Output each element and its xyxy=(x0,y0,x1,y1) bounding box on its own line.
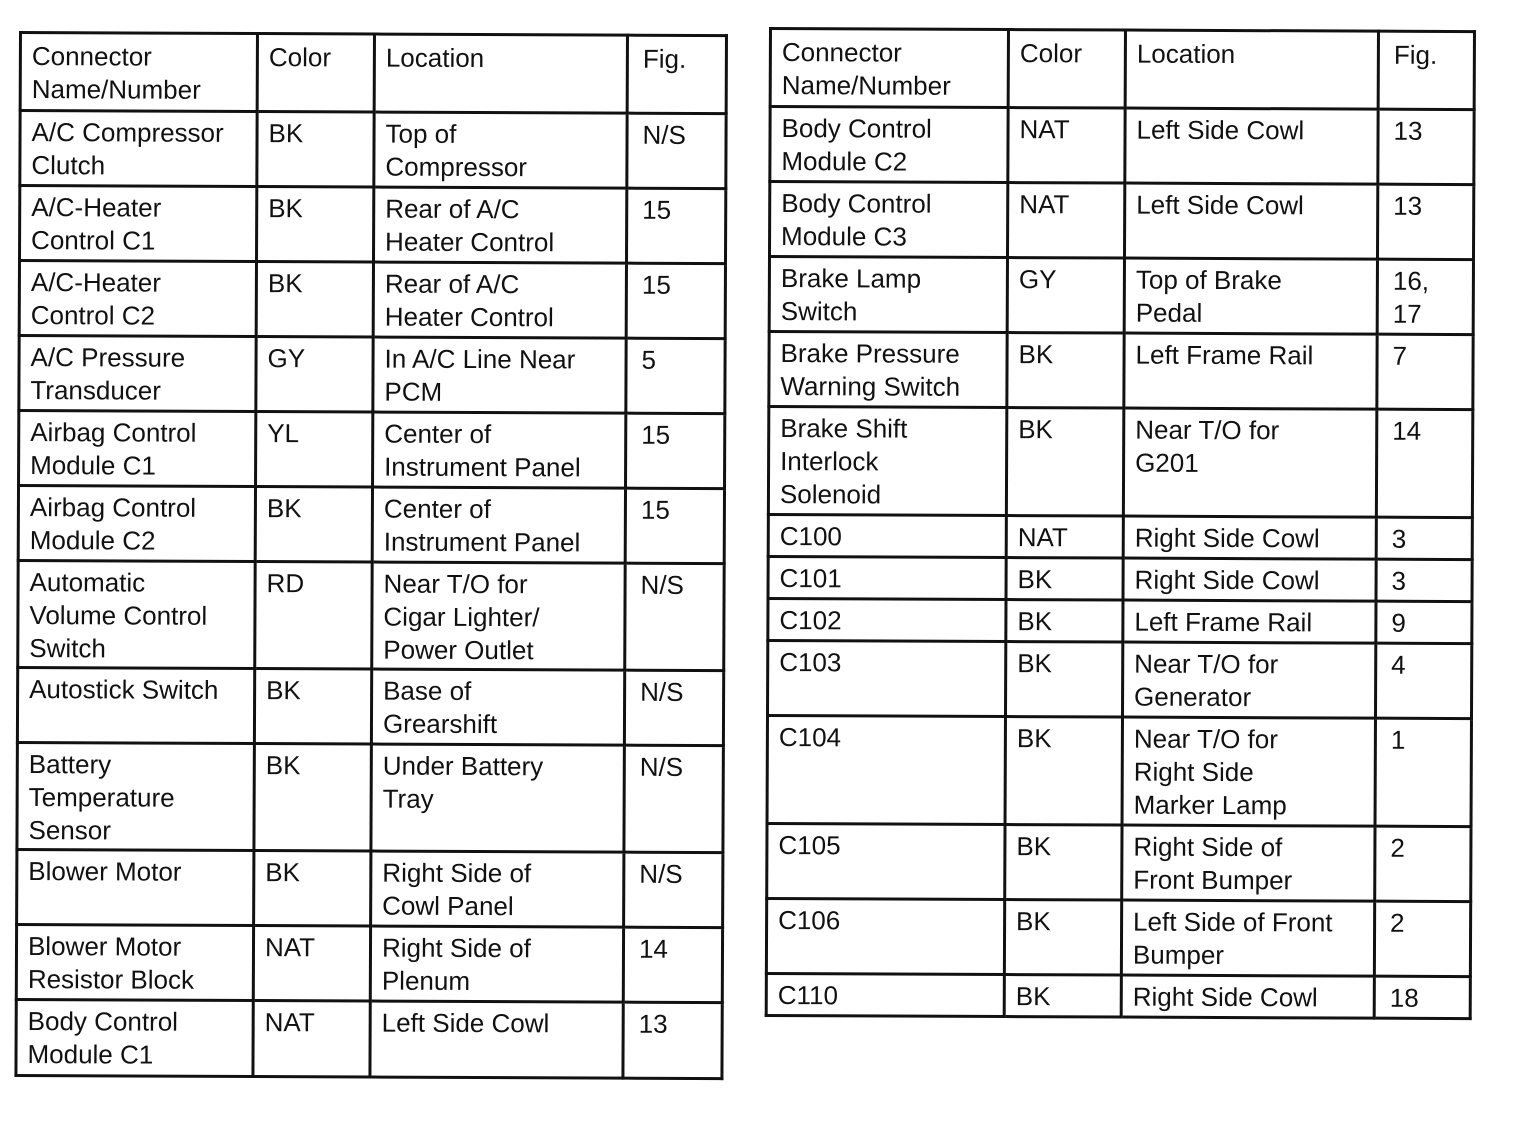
color-cell: NAT xyxy=(1008,108,1125,184)
color-cell: BK xyxy=(256,187,373,263)
location-cell: Center of Instrument Panel xyxy=(373,412,626,488)
table-row xyxy=(768,599,1472,644)
fig-cell: N/S xyxy=(624,745,723,852)
fig-cell: 13 xyxy=(1377,184,1473,259)
color-cell: BK xyxy=(254,744,371,852)
fig-cell: 15 xyxy=(626,413,725,488)
fig-cell: N/S xyxy=(625,563,724,670)
fig-cell: 5 xyxy=(626,338,725,413)
connector-name-cell: Battery Temperature Sensor xyxy=(17,742,254,850)
table-row xyxy=(18,486,724,564)
location-cell: Left Side of Front Bumper xyxy=(1121,900,1374,976)
location-cell: Left Frame Rail xyxy=(1124,333,1377,409)
location-cell: Right Side of Plenum xyxy=(370,926,623,1002)
fig-cell: N/S xyxy=(627,113,726,188)
table-row xyxy=(768,407,1472,518)
header-color: Color xyxy=(257,34,374,113)
table-row xyxy=(767,823,1471,901)
table-row xyxy=(16,924,722,1002)
connector-name-cell: Airbag Control Module C1 xyxy=(19,411,256,487)
location-cell: Rear of A/C Heater Control xyxy=(373,262,626,338)
table-row xyxy=(19,186,725,264)
table-row xyxy=(767,641,1471,719)
fig-cell: 3 xyxy=(1376,559,1472,601)
connector-name-cell: Brake Pressure Warning Switch xyxy=(769,332,1007,408)
color-cell: BK xyxy=(256,262,373,338)
color-cell: NAT xyxy=(1006,516,1123,559)
connector-name-cell: Airbag Control Module C2 xyxy=(18,486,255,562)
connector-table-right xyxy=(765,27,1476,1020)
connector-name-cell: A/C-Heater Control C1 xyxy=(19,186,256,262)
connector-name-cell: C100 xyxy=(768,515,1006,558)
location-cell: Base of Grearshift xyxy=(371,669,624,745)
fig-cell: 9 xyxy=(1376,601,1472,643)
color-cell: BK xyxy=(1006,558,1123,601)
fig-cell: 15 xyxy=(626,188,725,263)
table-row xyxy=(16,999,722,1078)
location-cell: Under Battery Tray xyxy=(371,744,624,852)
location-cell: Right Side Cowl xyxy=(1123,516,1376,559)
location-cell: Rear of A/C Heater Control xyxy=(373,187,626,263)
header-fig: Fig. xyxy=(627,35,726,113)
color-cell: GY xyxy=(256,337,373,413)
fig-cell: 18 xyxy=(1374,976,1470,1018)
connector-name-cell: Body Control Module C3 xyxy=(769,182,1007,258)
connector-name-cell: C105 xyxy=(767,823,1005,899)
location-cell: Right Side Cowl xyxy=(1123,558,1376,601)
header-row xyxy=(20,33,726,114)
table-row xyxy=(19,411,725,489)
color-cell: BK xyxy=(1006,408,1123,517)
table-row xyxy=(768,515,1472,560)
color-cell: BK xyxy=(255,487,372,563)
table-row xyxy=(769,257,1473,335)
header-connector-name: Connector Name/Number xyxy=(770,29,1008,108)
table-row xyxy=(766,898,1470,976)
table-row xyxy=(766,973,1470,1018)
header-connector-name: Connector Name/Number xyxy=(20,33,257,112)
color-cell: BK xyxy=(1005,642,1122,718)
color-cell: BK xyxy=(1007,333,1124,409)
fig-cell: 3 xyxy=(1376,517,1472,559)
location-cell: Right Side of Front Bumper xyxy=(1122,825,1375,901)
color-cell: BK xyxy=(1004,900,1121,976)
connector-name-cell: Blower Motor xyxy=(17,849,254,925)
connector-name-cell: A/C Compressor Clutch xyxy=(20,111,257,187)
header-color: Color xyxy=(1008,30,1125,109)
location-cell: Left Side Cowl xyxy=(370,1001,623,1078)
location-cell: Top of Brake Pedal xyxy=(1124,258,1377,334)
location-cell: In A/C Line Near PCM xyxy=(373,337,626,413)
color-cell: NAT xyxy=(253,1001,370,1078)
location-cell: Left Side Cowl xyxy=(1125,108,1378,184)
table-row xyxy=(18,561,724,671)
fig-cell: 1 xyxy=(1375,718,1471,826)
table-row xyxy=(17,849,723,927)
table-row xyxy=(19,336,725,414)
color-cell: NAT xyxy=(253,926,370,1002)
location-cell: Near T/O for Cigar Lighter/ Power Outlet xyxy=(372,562,625,670)
color-cell: BK xyxy=(254,669,371,745)
connector-name-cell: Body Control Module C2 xyxy=(770,107,1008,183)
connector-name-cell: Blower Motor Resistor Block xyxy=(16,924,253,1000)
connector-name-cell: A/C Pressure Transducer xyxy=(19,336,256,412)
header-row xyxy=(770,29,1474,110)
location-cell: Left Side Cowl xyxy=(1124,183,1377,259)
color-cell: BK xyxy=(1005,825,1122,901)
table-row xyxy=(767,716,1471,827)
connector-name-cell: C101 xyxy=(768,557,1006,600)
location-cell: Center of Instrument Panel xyxy=(372,487,625,563)
connector-name-cell: Automatic Volume Control Switch xyxy=(18,561,255,669)
color-cell: BK xyxy=(257,112,374,188)
connector-name-cell: C103 xyxy=(767,641,1005,717)
location-cell: Left Frame Rail xyxy=(1123,600,1376,643)
table-row xyxy=(19,261,725,339)
connector-name-cell: A/C-Heater Control C2 xyxy=(19,261,256,337)
fig-cell: N/S xyxy=(624,670,723,745)
table-row xyxy=(17,742,723,852)
fig-cell: 14 xyxy=(623,927,722,1002)
table-row xyxy=(17,668,723,746)
location-cell: Near T/O for Generator xyxy=(1122,642,1375,718)
fig-cell: 2 xyxy=(1374,901,1470,976)
fig-cell: 7 xyxy=(1377,334,1473,409)
color-cell: YL xyxy=(256,412,373,488)
connector-name-cell: C102 xyxy=(768,599,1006,642)
fig-cell: 14 xyxy=(1376,409,1472,517)
table-row xyxy=(768,557,1472,602)
fig-cell: 15 xyxy=(626,263,725,338)
location-cell: Top of Compressor xyxy=(374,112,627,188)
color-cell: RD xyxy=(255,562,372,670)
color-cell: NAT xyxy=(1007,183,1124,259)
fig-cell: 13 xyxy=(1378,109,1474,184)
header-location: Location xyxy=(1125,30,1378,109)
table-row xyxy=(769,182,1473,260)
fig-cell: 2 xyxy=(1375,826,1471,901)
location-cell: Right Side Cowl xyxy=(1121,975,1374,1018)
connector-name-cell: Autostick Switch xyxy=(17,668,254,744)
table-row xyxy=(20,111,726,189)
color-cell: BK xyxy=(1004,975,1121,1018)
table-row xyxy=(769,332,1473,410)
location-cell: Right Side of Cowl Panel xyxy=(371,851,624,927)
color-cell: GY xyxy=(1007,258,1124,334)
connector-name-cell: Brake Lamp Switch xyxy=(769,257,1007,333)
table-row xyxy=(770,107,1474,185)
fig-cell: 15 xyxy=(625,488,724,563)
connector-name-cell: C110 xyxy=(766,973,1004,1016)
connector-name-cell: C106 xyxy=(766,898,1004,974)
color-cell: BK xyxy=(254,851,371,927)
fig-cell: 13 xyxy=(623,1002,722,1078)
color-cell: BK xyxy=(1006,600,1123,643)
header-location: Location xyxy=(374,34,627,113)
location-cell: Near T/O for Right Side Marker Lamp xyxy=(1122,717,1375,826)
connector-name-cell: C104 xyxy=(767,716,1005,825)
connector-name-cell: Body Control Module C1 xyxy=(16,999,253,1076)
fig-cell: N/S xyxy=(624,852,723,927)
fig-cell: 4 xyxy=(1375,643,1471,718)
fig-cell: 16, 17 xyxy=(1377,259,1473,334)
header-fig: Fig. xyxy=(1378,31,1474,109)
connector-table-left xyxy=(14,31,728,1080)
location-cell: Near T/O for G201 xyxy=(1123,408,1376,517)
color-cell: BK xyxy=(1005,717,1122,826)
connector-name-cell: Brake Shift Interlock Solenoid xyxy=(768,407,1006,516)
